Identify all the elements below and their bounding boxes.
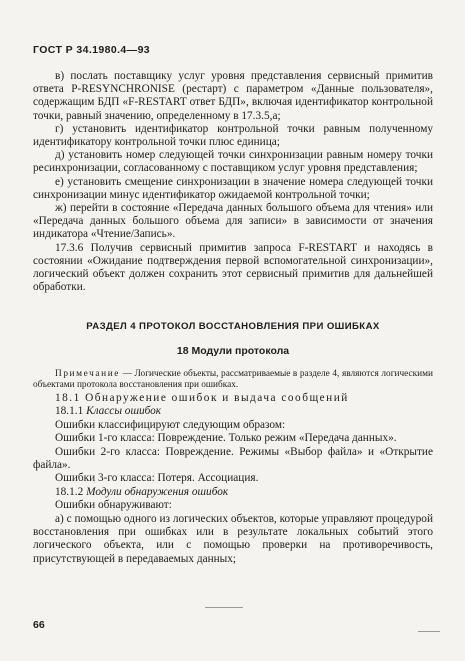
page-number: 66 bbox=[33, 619, 45, 631]
error-class-1: Ошибки 1-го класса: Повреждение. Только режим «Передача данных». bbox=[55, 432, 397, 445]
error-class-2: Ошибки 2-го класса: Повреждение. Режимы «Выбор файла» и «Открытие файла». bbox=[33, 445, 433, 472]
note bbox=[33, 369, 433, 391]
note-label: Примечание bbox=[55, 369, 120, 379]
paragraph-e: е) установить смещение синхронизации в значение номера следующей точки синхронизации минус идентификатор ожидаемой контрольной точки; bbox=[33, 175, 433, 201]
note-text: — Логические объекты, рассматриваемые в разделе 4, являются логическими объектами протокола восстановления при ошибках. bbox=[33, 369, 433, 391]
standard-header: ГОСТ Р 34.1980.4—93 bbox=[33, 44, 151, 56]
subsection-title: 18 Модули протокола bbox=[176, 345, 290, 357]
paragraph-d: д) установить номер следующей точки синхронизации равным номеру точки ресинхронизации, согласованному с поставщиком услуг уровня представления; bbox=[33, 149, 433, 175]
error-class-3: Ошибки 3-го класса: Потеря. Ассоциация. bbox=[55, 472, 259, 485]
classification-intro: Ошибки классифицируют следующим образом: bbox=[55, 418, 286, 431]
heading-18-1-2-number: 18.1.2 bbox=[55, 485, 87, 498]
paragraph-g: г) установить идентификатор контрольной точки равным полученному идентификатору контрольной точки плюс единица; bbox=[33, 122, 433, 149]
paragraph-17-3-6: 17.3.6 Получив сервисный примитив запроса F-RESTART и находясь в состоянии «Ожидание подтверждения первой вспомогательной синхронизации», логический объект должен сохранить этот сервисный примитив для дальнейшей обработки. bbox=[33, 241, 433, 294]
section-title: РАЗДЕЛ 4 ПРОТОКОЛ ВОССТАНОВЛЕНИЯ ПРИ ОШИБКАХ bbox=[86, 321, 380, 332]
heading-18-1-2-title: Модули обнаружения ошибок bbox=[86, 485, 229, 498]
heading-18-1-2 bbox=[33, 486, 433, 499]
detection-item-a: а) с помощью одного из логических объектов, которые управляют процедурой восстановления при ошибках или в результате локальных событий этого логического объекта, или с помощью проверки на противоречивость, присутствующей в передаваемых данных; bbox=[33, 512, 433, 565]
detection-intro: Ошибки обнаруживают: bbox=[55, 499, 172, 512]
heading-18-1-1-title: Классы ошибок bbox=[86, 405, 162, 418]
scan-mark bbox=[418, 631, 440, 632]
section-18-1 bbox=[33, 392, 433, 566]
heading-18-1-1 bbox=[33, 405, 433, 418]
paragraph-zh: ж) перейти в состояние «Передача данных большого объема для чтения» или «Передача данных большого объема для записи» в зависимости от значения индикатора «Чтение/Запись». bbox=[33, 202, 433, 241]
paragraph-v: в) послать поставщику услуг уровня представления сервисный примитив ответа P-RESYNCHRONISE (рестарт) с параметром «Данные пользователя», содержащим БДП «F-RESTART ответ БДП», включая идентификатор контрольной точки, равный значению, определенному в 17.3.5,а; bbox=[33, 70, 433, 122]
scan-mark bbox=[205, 607, 243, 608]
heading-18-1-1-number: 18.1.1 bbox=[55, 405, 87, 418]
body-text bbox=[33, 70, 433, 294]
heading-18-1: 18.1 Обнаружение ошибок и выдача сообщений bbox=[55, 392, 349, 404]
